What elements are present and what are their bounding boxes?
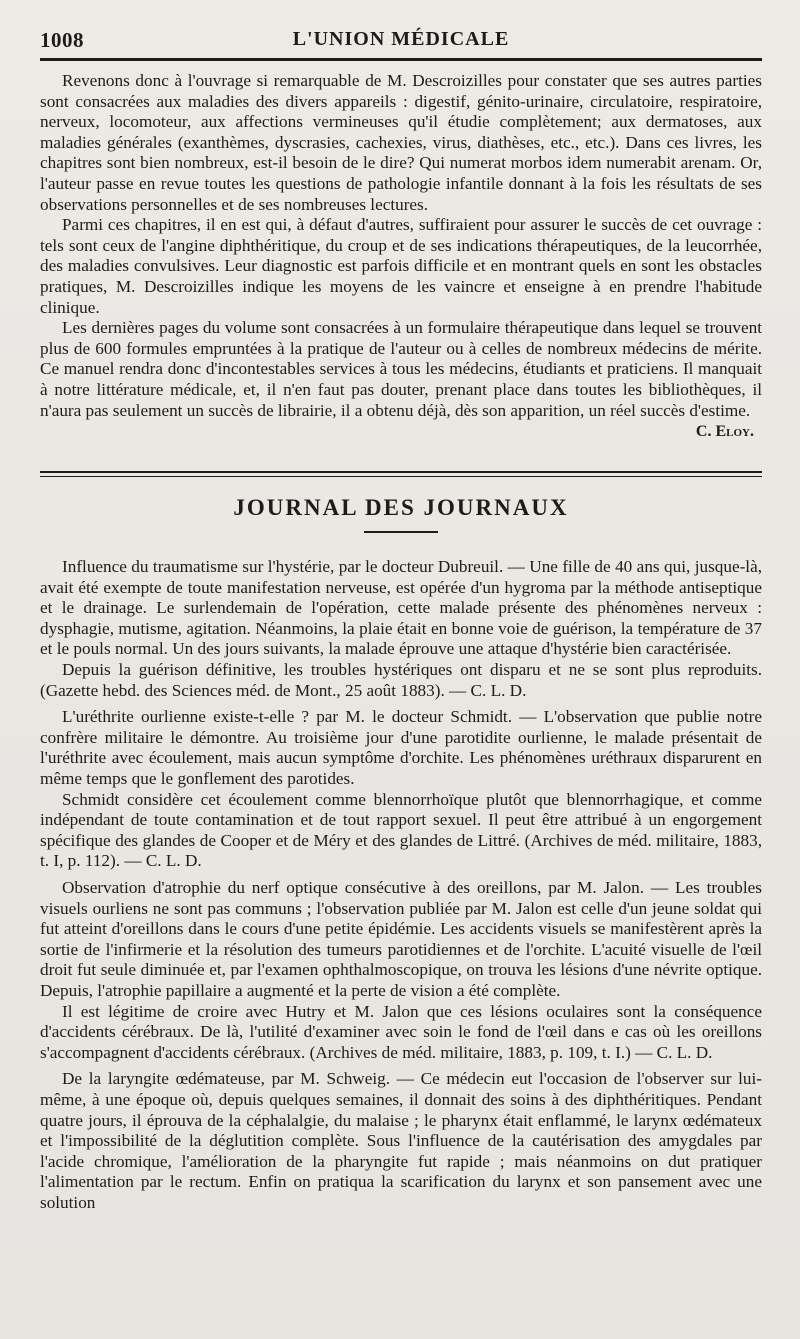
article-paragraph: L'uréthrite ourlienne existe-t-elle ? par M. le docteur Schmidt. — L'observation que publie notre confrère militaire le démontre. Au troisième jour d'une parotidite ourlienne, le malade présentait de l'uréthrite avec écoulement, mais aucun symptôme d'orchite. Les phénomènes uréthraux disparurent en même temps que le gonflement des parotides.	[40, 707, 762, 789]
article-paragraph: Schmidt considère cet écoulement comme blennorrhoïque plutôt que blennorrhagique, et comme indépendant de toute contamination et de tout rapport sexuel. Il peut être attribué à un engorgement spécifique des glandes de Cooper et de Méry et des glandes de Littré. (Archives de méd. militaire, 1883, t. I, p. 112). — C. L. D.	[40, 789, 762, 871]
article-laryngitis	[40, 1069, 762, 1213]
review-paragraph: Les dernières pages du volume sont consacrées à un formulaire thérapeutique dans lequel se trouvent plus de 600 formules empruntées à la pratique de l'auteur ou à celles de nombreux médecins de mérite. Ce manuel rendra donc d'incontestables services à tous les médecins, étudiants et praticiens. Il manquait à notre littérature médicale, et, il n'en faut pas douter, prenant place dans toutes les bibliothèques, il n'aura pas seulement un succès de librairie, il a obtenu déjà, dès son apparition, un réel succès d'estime.	[40, 318, 762, 420]
journal-title: L'UNION MÉDICALE	[292, 28, 510, 50]
page-number: 1008	[40, 28, 84, 52]
header-rule	[40, 58, 762, 61]
review-paragraph: Parmi ces chapitres, il en est qui, à défaut d'autres, suffiraient pour assurer le succès de cet ouvrage : tels sont ceux de l'angine diphthéritique, du croup et de ses indications thérapeutiques, de la leucorrhée, des maladies convulsives. Leur diagnostic est parfois difficile et en montrant quels en sont les obstacles pratiques, M. Descroizilles indique les moyens de les vaincre et enseigne à en prendre l'habitude clinique.	[40, 215, 762, 317]
article-paragraph: Influence du traumatisme sur l'hystérie, par le docteur Dubreuil. — Une fille de 40 ans qui, jusque-là, avait été exempte de toute manifestation nerveuse, est opérée d'un hygroma par la méthode antiseptique et le drainage. Le surlendemain de l'opération, cette malade présente des phénomènes nerveux : dysphagie, mutisme, agitation. Néanmoins, la plaie était en bonne voie de guérison, la température de 37 et le pouls normal. Un des jours suivants, la malade éprouve une attaque d'hystérie bien caractérisée.	[40, 557, 762, 659]
article-paragraph: De la laryngite œdémateuse, par M. Schweig. — Ce médecin eut l'occasion de l'observer sur lui-même, à une époque où, depuis quelques semaines, il donnait des soins à des diphthéritiques. Pendant quatre jours, il éprouva de la céphalalgie, du malaise ; le pharynx était enflammé, le larynx œdémateux et l'impossibilité de la déglutition complète. Sous l'influence de la cautérisation des amygdales par l'acide chromique, l'amélioration de la pharyngite fut rapide ; mais néanmoins on dut pratiquer l'alimentation par le rectum. Enfin on pratiqua la scarification du larynx et son pansement avec une solution	[40, 1069, 762, 1212]
article-paragraph: Depuis la guérison définitive, les troubles hystériques ont disparu et ne se sont plus reproduits. (Gazette hebd. des Sciences méd. de Mont., 25 août 1883). — C. L. D.	[40, 660, 762, 700]
article-urethritis	[40, 707, 762, 872]
section-divider	[40, 471, 762, 477]
article-optic-atrophy	[40, 878, 762, 1063]
review-signature: C. Eloy.	[695, 423, 754, 441]
review-paragraph: Revenons donc à l'ouvrage si remarquable de M. Descroizilles pour constater que ses autres parties sont consacrées aux maladies des divers appareils : digestif, génito-urinaire, circulatoire, respiratoire, nerveux, locomoteur, aux affections vermineuses qu'il étudie complètement; aux dermatoses, aux maladies générales (exanthèmes, dyscrasies, cachexies, virus, diathèses, etc., etc.). Dans ces livres, les chapitres sont bien nombreux, est-il besoin de le dire? Qui numerat morbos idem numerabit arenam. Or, l'auteur passe en revue toutes les questions de pathologie infantile donnant à la fois les résultats de ses observations personnelles et de ses nombreuses lectures.	[40, 71, 762, 214]
page-header	[40, 22, 762, 56]
article-paragraph: Observation d'atrophie du nerf optique consécutive à des oreillons, par M. Jalon. — Les troubles visuels ourliens ne sont pas communs ; l'observation publiée par M. Jalon est celle d'un jeune soldat qui fut atteint d'oreillons dans le cours d'une petite épidémie. Les accidents visuels se manifestèrent après la sortie de l'infirmerie et la résolution des tumeurs parotidiennes et de l'orchite. L'acuité visuelle de l'œil droit fut seule diminuée et, par l'examen ophthalmoscopique, on trouva les lésions d'une névrite optique. Depuis, l'atrophie papillaire a augmenté et la perte de vision a été complète.	[40, 878, 762, 1000]
section-title: JOURNAL DES JOURNAUX	[233, 495, 569, 521]
article-paragraph: Il est légitime de croire avec Hutry et M. Jalon que ces lésions oculaires sont la conséquence d'accidents cérébraux. De là, l'utilité d'examiner avec soin le fond de l'œil dans e cas où les oreillons s'accompagnent d'accidents cérébraux. (Archives de méd. militaire, 1883, p. 109, t. I.) — C. L. D.	[40, 1001, 762, 1062]
book-review	[40, 71, 762, 441]
article-hysteria	[40, 557, 762, 701]
section-underline	[364, 531, 438, 533]
